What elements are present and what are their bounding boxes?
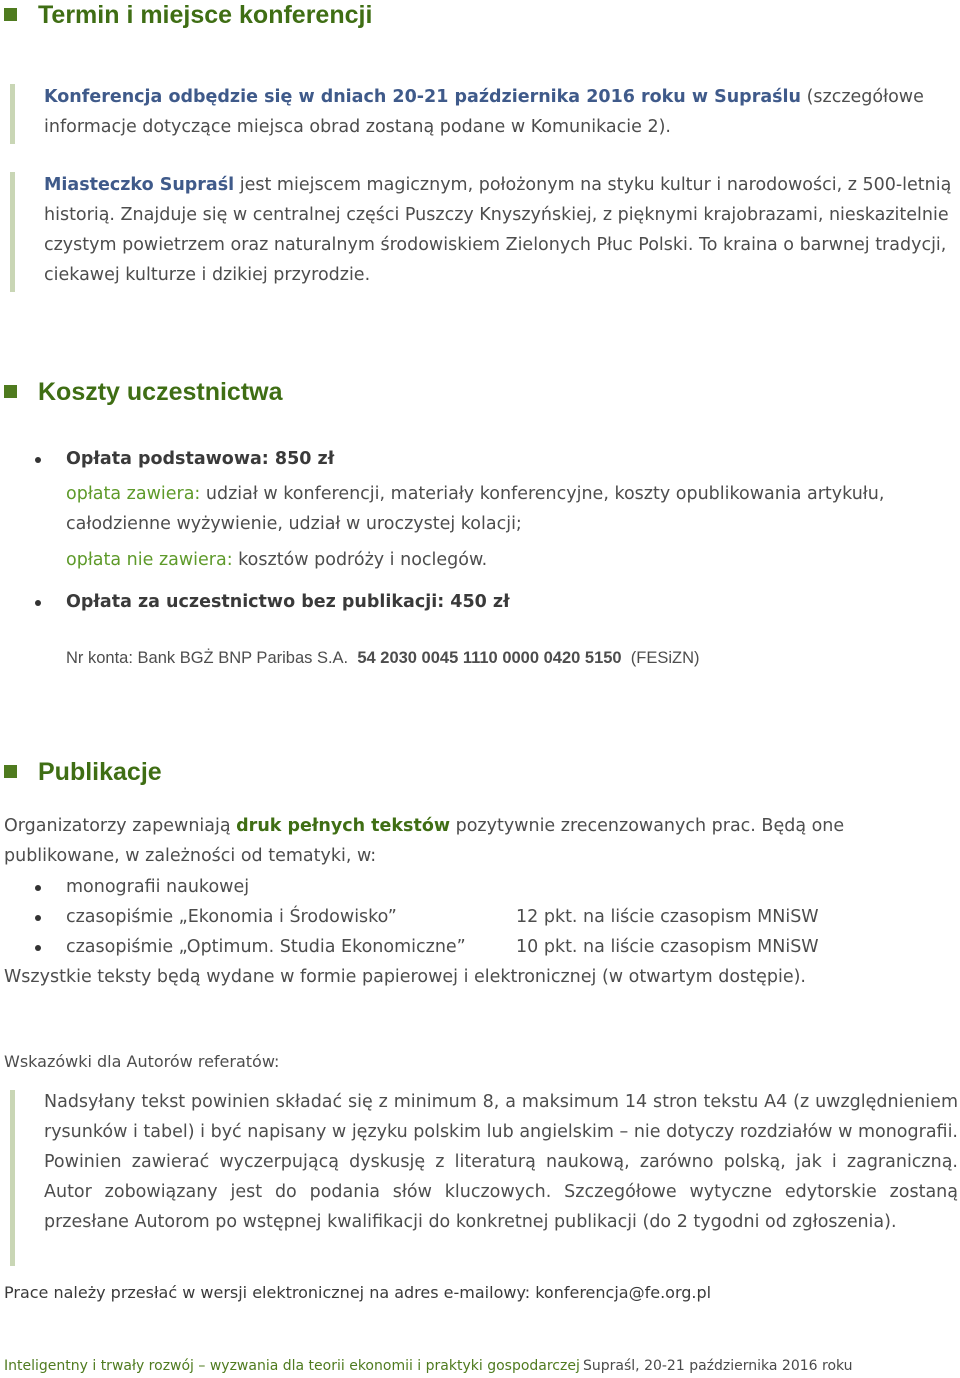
footer-title: Inteligentny i trwały rozwój – wyzwania dla teorii ekonomii i praktyki gospodarczej xyxy=(4,1358,580,1374)
publications-outro: Wszystkie teksty będą wydane w formie papierowej i elektronicznej (w otwartym dostępie). xyxy=(4,967,806,987)
excludes-label: opłata nie zawiera: xyxy=(66,550,233,570)
footer-date: Supraśl, 20-21 października 2016 roku xyxy=(583,1358,853,1374)
quote-bar xyxy=(10,84,15,144)
author-guidelines-body: Nadsyłany tekst powinien składać się z minimum 8, a maksimum 14 stron tekstu A4 (z uwzględnieniem rysunków i tabel) i być napisany w języku polskim lub angielskim – nie dotyczy rozdziałów w monografii. Powinien zawierać wyczerpującą dyskusję z literaturą naukową, zarówno polską, jak i zagraniczną. Autor zobowiązany jest do podania słów kluczowych. Szczegółowe wytyczne edytorskie zostaną przesłane Autorom po wstępnej kwalifikacji do konkretnej publikacji (do 2 tygodni od zgłoszenia). xyxy=(44,1092,958,1232)
conference-date-rest: (szczegółowe informacje dotyczące miejsca obrad zostaną podane w Komunikacie 2). xyxy=(44,87,924,137)
submission-info: Prace należy przesłać w wersji elektronicznej na adres e-mailowy: konferencja@fe.org.pl xyxy=(4,1283,712,1302)
conference-date-bold: Konferencja odbędzie się w dniach 20-21 października 2016 roku w Supraślu xyxy=(44,87,802,107)
publications-intro xyxy=(4,811,960,871)
fee-no-publication: Opłata za uczestnictwo bez publikacji: 450 zł xyxy=(66,592,510,612)
conference-date-paragraph xyxy=(44,82,960,142)
includes-label: opłata zawiera: xyxy=(66,484,201,504)
quote-bar xyxy=(10,172,15,292)
author-guidelines-heading: Wskazówki dla Autorów referatów: xyxy=(4,1052,280,1071)
publication-item: czasopiśmie „Optimum. Studia Ekonomiczne” xyxy=(66,937,466,957)
fee-includes xyxy=(66,479,946,539)
fee-excludes xyxy=(66,545,487,575)
excludes-text: kosztów podróży i noclegów. xyxy=(232,550,488,570)
bullet-icon xyxy=(35,600,41,606)
bullet-icon xyxy=(35,885,41,891)
bullet-icon xyxy=(35,945,41,951)
bullet-icon xyxy=(35,915,41,921)
bank-account xyxy=(66,643,700,673)
suprasl-paragraph xyxy=(44,170,960,290)
publication-item: monografii naukowej xyxy=(66,877,250,897)
publication-points: 10 pkt. na liście czasopism MNiSW xyxy=(516,937,819,957)
section-title-koszty: Koszty uczestnictwa xyxy=(38,378,283,406)
quote-bar xyxy=(10,1090,15,1266)
bullet-icon xyxy=(35,457,41,463)
publication-item: czasopiśmie „Ekonomia i Środowisko” xyxy=(66,907,397,927)
section-title-publikacje: Publikacje xyxy=(38,758,162,786)
account-label: Nr konta: Bank BGŻ BNP Paribas S.A. xyxy=(66,649,349,667)
intro-a: Organizatorzy zapewniają xyxy=(4,816,237,836)
fee-basic: Opłata podstawowa: 850 zł xyxy=(66,449,335,469)
section-title-termin: Termin i miejsce konferencji xyxy=(38,1,373,29)
section-marker-icon xyxy=(4,765,17,778)
section-marker-icon xyxy=(4,385,17,398)
account-owner: (FESiZN) xyxy=(630,649,700,667)
includes-text: udział w konferencji, materiały konferencyjne, koszty opublikowania artykułu, całodzienne wyżywienie, udział w uroczystej kolacji; xyxy=(66,484,885,534)
suprasl-bold: Miasteczko Supraśl xyxy=(44,175,235,195)
intro-bold: druk pełnych tekstów xyxy=(236,816,451,836)
publication-points: 12 pkt. na liście czasopism MNiSW xyxy=(516,907,819,927)
suprasl-rest: jest miejscem magicznym, położonym na styku kultur i narodowości, z 500-letnią historią. Znajduje się w centralnej części Puszczy Knyszyńskiej, z pięknymi krajobrazami, nieskazitelnie czystym powietrzem oraz naturalnym środowiskiem Zielonych Płuc Polski. To kraina o barwnej tradycji, ciekawej kulturze i dzikiej przyrodzie. xyxy=(44,175,952,285)
account-number: 54 2030 0045 1110 0000 0420 5150 xyxy=(357,649,622,667)
section-marker-icon xyxy=(4,8,17,21)
intro-b: pozytywnie zrecenzowanych prac. Będą one publikowane, w zależności od tematyki, w: xyxy=(4,816,845,866)
